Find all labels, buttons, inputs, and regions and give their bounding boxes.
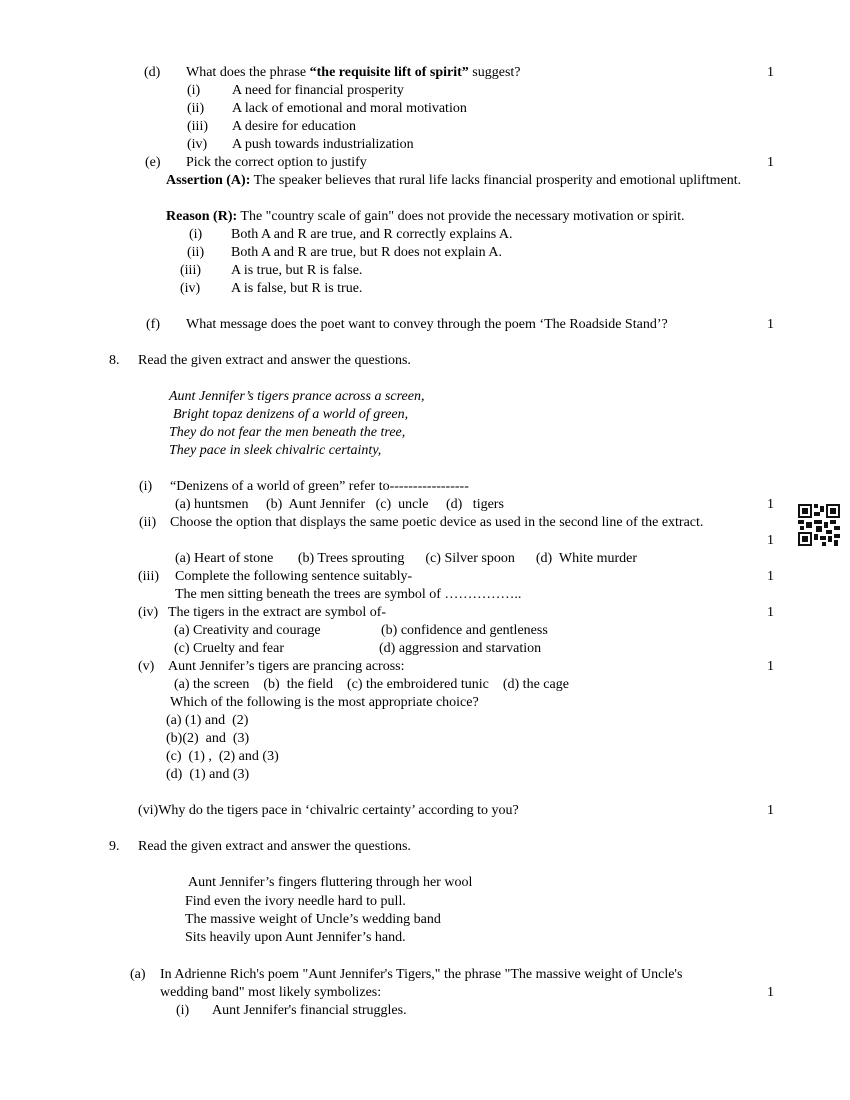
poem-line: Aunt Jennifer’s fingers fluttering through her wool	[188, 875, 473, 890]
option-text: Aunt Jennifer's financial struggles.	[212, 1003, 407, 1018]
poem-line: They do not fear the men beneath the tree,	[169, 425, 406, 440]
question-text: Complete the following sentence suitably-	[175, 569, 413, 584]
choice: (a) (1) and (2)	[166, 713, 249, 728]
question-number: (a)	[130, 967, 146, 982]
question-number: 8.	[109, 353, 120, 368]
options-line: (a) Heart of stone (b) Trees sprouting (c) Silver spoon (d) White murder	[175, 551, 638, 566]
marks: 1	[767, 65, 774, 80]
option-text: A need for financial prosperity	[232, 83, 404, 98]
options-line: (a) the screen (b) the field (c) the embroidered tunic (d) the cage	[174, 677, 569, 692]
marks: 1	[767, 155, 774, 170]
marks: 1	[767, 659, 774, 674]
option-text: A push towards industrialization	[232, 137, 414, 152]
poem-line: Bright topaz denizens of a world of green,	[173, 407, 409, 422]
sentence-completion: The men sitting beneath the trees are symbol of ……………..	[175, 587, 522, 602]
option-text: (c) Cruelty and fear	[174, 641, 284, 656]
question-text: The tigers in the extract are symbol of-	[168, 605, 387, 620]
question-text: Aunt Jennifer’s tigers are prancing across:	[168, 659, 405, 674]
poem-line: Find even the ivory needle hard to pull.	[185, 894, 406, 909]
qr-code-icon	[798, 504, 840, 546]
option-text: (d) aggression and starvation	[379, 641, 542, 656]
question-number: (ii)	[139, 515, 157, 530]
question-text: Pick the correct option to justify	[186, 155, 367, 170]
question-text: wedding band" most likely symbolizes:	[160, 985, 382, 1000]
option-text: (b) confidence and gentleness	[381, 623, 548, 638]
poem-line: They pace in sleek chivalric certainty,	[169, 443, 382, 458]
reason: Reason (R): The "country scale of gain" does not provide the necessary motivation or spirit.	[166, 209, 685, 224]
question-number: (d)	[144, 65, 161, 80]
question-text: (vi)Why do the tigers pace in ‘chivalric certainty’ according to you?	[138, 803, 519, 818]
option-number: (ii)	[187, 101, 205, 116]
marks: 1	[767, 605, 774, 620]
option-text: (a) Creativity and courage	[174, 623, 321, 638]
option-number: (iii)	[187, 119, 208, 134]
poem-line: Aunt Jennifer’s tigers prance across a screen,	[169, 389, 425, 404]
question-text: In Adrienne Rich's poem "Aunt Jennifer's Tigers," the phrase "The massive weight of Uncle's	[160, 967, 683, 982]
option-text: A is true, but R is false.	[231, 263, 363, 278]
option-number: (ii)	[187, 245, 205, 260]
marks: 1	[767, 569, 774, 584]
question-number: (v)	[138, 659, 155, 674]
option-number: (iv)	[187, 137, 208, 152]
option-number: (iii)	[180, 263, 201, 278]
question-text: Choose the option that displays the same poetic device as used in the second line of the extract.	[170, 515, 704, 530]
question-instruction: Read the given extract and answer the questions.	[138, 353, 411, 368]
option-number: (iv)	[180, 281, 201, 296]
option-number: (i)	[189, 227, 203, 242]
question-text: What message does the poet want to convey through the poem ‘The Roadside Stand’?	[186, 317, 668, 332]
poem-line: Sits heavily upon Aunt Jennifer’s hand.	[185, 930, 406, 945]
choice: (c) (1) , (2) and (3)	[166, 749, 279, 764]
question-number: 9.	[109, 839, 120, 854]
options-line: (a) huntsmen (b) Aunt Jennifer (c) uncle (d) tigers	[175, 497, 504, 512]
option-text: Both A and R are true, but R does not explain A.	[231, 245, 503, 260]
option-text: A lack of emotional and moral motivation	[232, 101, 467, 116]
marks: 1	[767, 317, 774, 332]
question-number: (e)	[145, 155, 161, 170]
choice: (d) (1) and (3)	[166, 767, 250, 782]
option-text: A desire for education	[232, 119, 357, 134]
poem-line: The massive weight of Uncle’s wedding band	[185, 912, 441, 927]
marks: 1	[767, 497, 774, 512]
option-text: Both A and R are true, and R correctly explains A.	[231, 227, 513, 242]
question-instruction: Read the given extract and answer the questions.	[138, 839, 411, 854]
question-text: What does the phrase “the requisite lift of spirit” suggest?	[186, 65, 521, 80]
question-number: (f)	[146, 317, 160, 332]
marks: 1	[767, 803, 774, 818]
question-text: “Denizens of a world of green” refer to-----------------	[170, 479, 469, 494]
marks: 1	[767, 533, 774, 548]
option-text: A is false, but R is true.	[231, 281, 363, 296]
choice: (b)(2) and (3)	[166, 731, 250, 746]
question-number: (iii)	[138, 569, 159, 584]
option-number: (i)	[176, 1003, 190, 1018]
assertion: Assertion (A): The speaker believes that rural life lacks financial prosperity and emotional upliftment.	[166, 173, 742, 188]
marks: 1	[767, 985, 774, 1000]
option-number: (i)	[187, 83, 201, 98]
question-number: (iv)	[138, 605, 159, 620]
question-subtext: Which of the following is the most appropriate choice?	[170, 695, 479, 710]
question-number: (i)	[139, 479, 153, 494]
